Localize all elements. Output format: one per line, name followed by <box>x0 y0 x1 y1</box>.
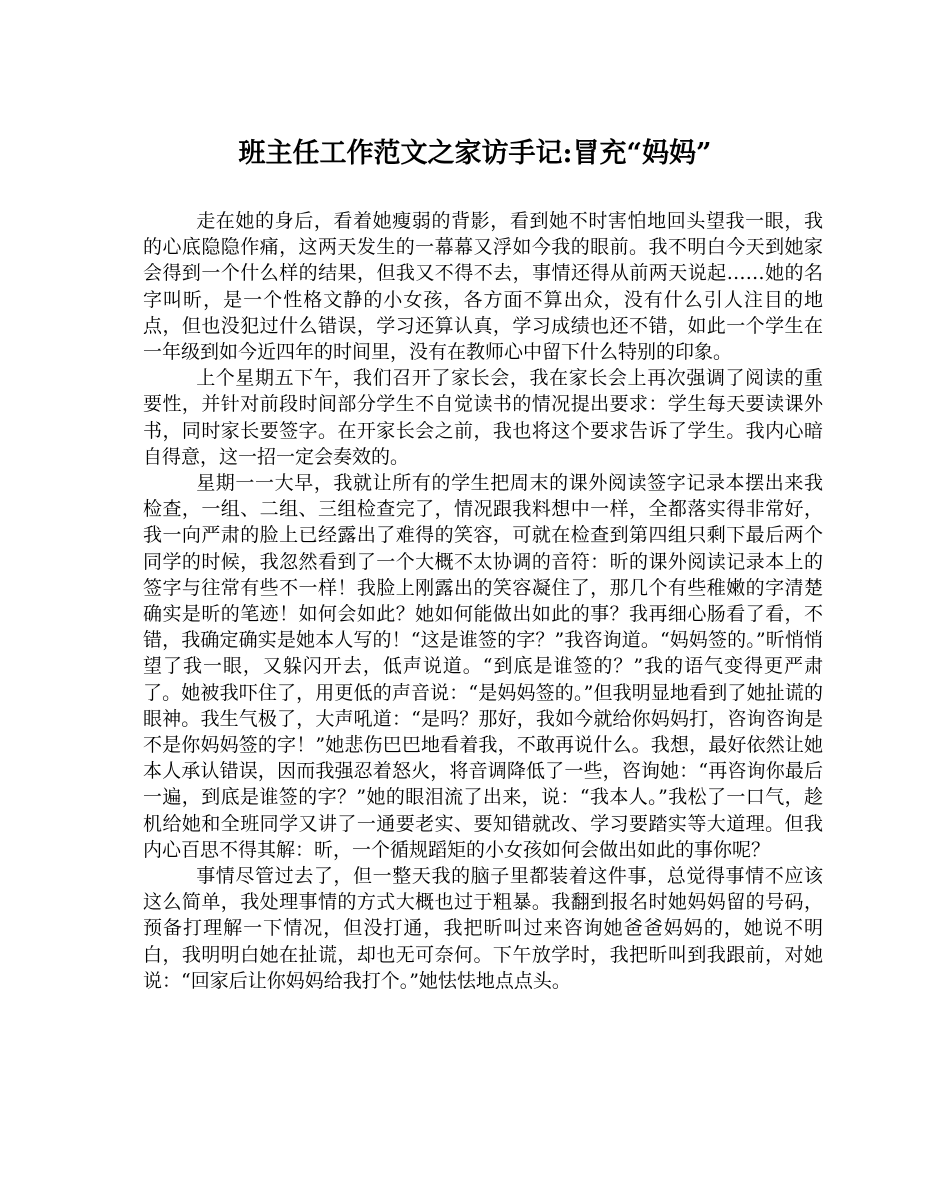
paragraph: 走在她的身后，看着她瘦弱的背影，看到她不时害怕地回头望我一眼，我的心底隐隐作痛，这两天发生的一幕幕又浮如今我的眼前。我不明白今天到她家会得到一个什么样的结果，但我又不得不去，事情还得从前两天说起……她的名字叫昕，是一个性格文静的小女孩，各方面不算出众，没有什么引人注目的地点，但也没犯过什么错误，学习还算认真，学习成绩也还不错，如此一个学生在一年级到如今近四年的时间里，没有在教师心中留下什么特别的印象。 <box>143 210 823 364</box>
document-title: 班主任工作范文之家访手记:冒充“妈妈” <box>238 138 712 169</box>
paragraph: 上个星期五下午，我们召开了家长会，我在家长会上再次强调了阅读的重要性，并针对前段时间部分学生不自觉读书的情况提出要求：学生每天要读课外书，同时家长要签字。在开家长会之前，我也将这个要求告诉了学生。我内心暗自得意，这一招一定会奏效的。 <box>143 367 823 468</box>
paragraph: 事情尽管过去了，但一整天我的脑子里都装着这件事，总觉得事情不应该这么简单，我处理事情的方式大概也过于粗暴。我翻到报名时她妈妈留的号码，预备打理解一下情况，但没打通，我把昕叫过来咨询她爸爸妈妈的，她说不明白，我明明白她在扯谎，却也无可奈何。下午放学时，我把昕叫到我跟前，对她说：“回家后让你妈妈给我打个。”她怯怯地点点头。 <box>143 865 823 992</box>
document-body <box>143 208 823 994</box>
paragraph: 星期一一大早，我就让所有的学生把周末的课外阅读签字记录本摆出来我检查，一组、二组、三组检查完了，情况跟我料想中一样，全都落实得非常好，我一向严肃的脸上已经露出了难得的笑容，可就在检查到第四组只剩下最后两个同学的时候，我忽然看到了一个大概不太协调的音符：昕的课外阅读记录本上的签字与往常有些不一样！我脸上刚露出的笑容凝住了，那几个有些稚嫩的字清楚确实是昕的笔迹！如何会如此？她如何能做出如此的事？我再细心肠看了看，不错，我确定确实是她本人写的！“这是谁签的字？”我咨询道。“妈妈签的。”昕悄悄望了我一眼，又躲闪开去，低声说道。“到底是谁签的？”我的语气变得更严肃了。她被我吓住了，用更低的声音说：“是妈妈签的。”但我明显地看到了她扯谎的眼神。我生气极了，大声吼道：“是吗？那好，我如今就给你妈妈打，咨询咨询是不是你妈妈签的字！”她悲伤巴巴地看着我，不敢再说什么。我想，最好依然让她本人承认错误，因而我强忍着怒火，将音调降低了一些，咨询她：“再咨询你最后一遍，到底是谁签的字？”她的眼泪流了出来，说：“我本人。”我松了一口气，趁机给她和全班同学又讲了一通要老实、要知错就改、学习要踏实等大道理。但我内心百思不得其解：昕，一个循规蹈矩的小女孩如何会做出如此的事你呢？ <box>143 472 823 861</box>
